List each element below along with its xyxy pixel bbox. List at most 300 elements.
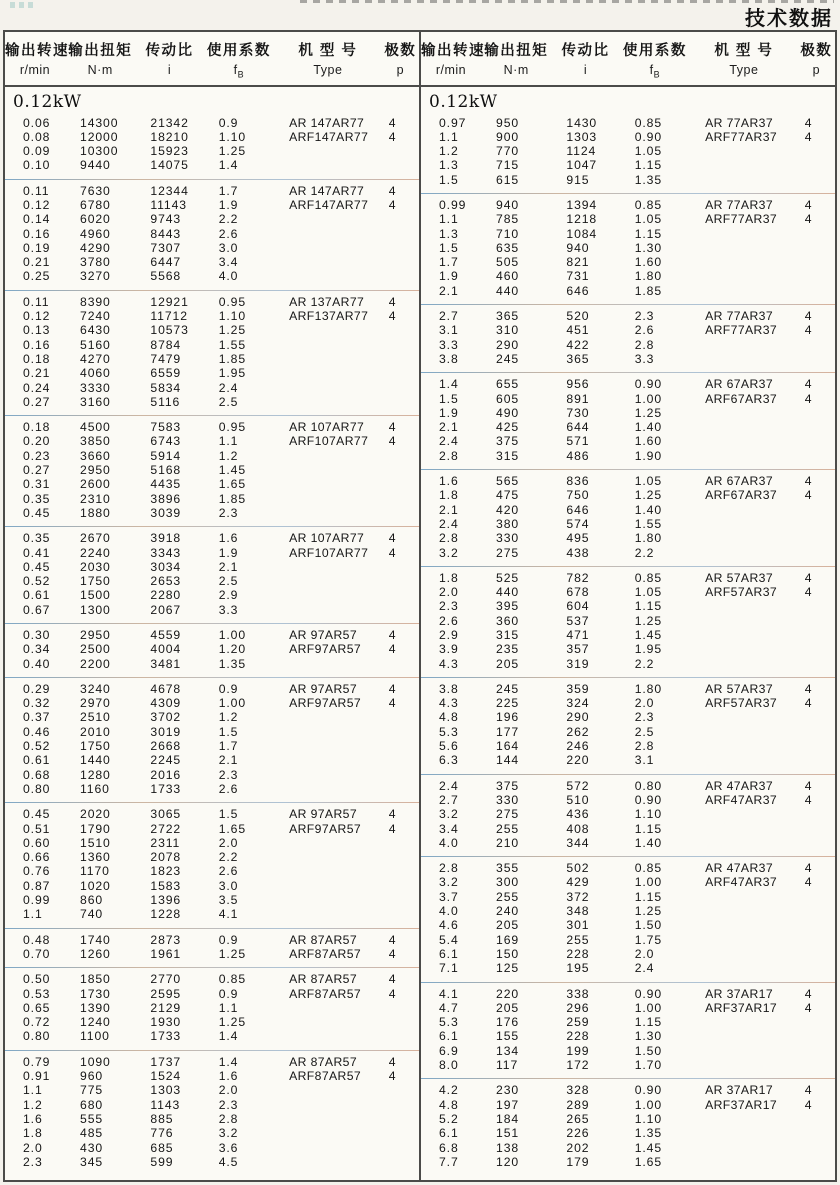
ratio-cell: 172 (566, 1058, 590, 1073)
torque-cell: 7240 (80, 309, 111, 324)
type-cell: AR 37AR17 (705, 986, 774, 1001)
ratio-cell: 776 (150, 1126, 174, 1141)
ratio-cell: 599 (150, 1154, 174, 1169)
service-factor-cell: 1.9 (218, 197, 239, 212)
ratio-cell: 495 (566, 531, 590, 546)
poles-cell: 4 (804, 197, 813, 212)
column-unit: $f_B$ (649, 63, 661, 80)
ratio-cell: 3896 (150, 491, 182, 506)
torque-cell: 2500 (80, 642, 111, 657)
poles-cell (382, 893, 419, 907)
service-factor-cell: 0.85 (634, 197, 663, 212)
poles-cell: 4 (388, 129, 397, 144)
torque-cell: 900 (496, 129, 520, 144)
ratio-cell: 408 (566, 821, 590, 836)
torque-cell: 3660 (80, 448, 111, 463)
table-row (421, 822, 835, 836)
type-cell: ARF67AR37 (705, 391, 778, 406)
torque-cell: 680 (80, 1097, 104, 1112)
column-header (382, 39, 419, 80)
ratio-cell: 12344 (150, 183, 189, 198)
ratio-cell: 4559 (150, 628, 182, 642)
torque-cell: 4960 (80, 226, 111, 241)
service-factor-cell: 0.85 (634, 115, 663, 130)
table-row (5, 893, 419, 907)
service-factor-cell: 1.15 (634, 158, 663, 173)
column-unit: p (396, 63, 405, 77)
column-unit: $f_B$ (233, 63, 245, 80)
service-factor-cell: 1.5 (218, 724, 239, 739)
table-row (421, 434, 835, 448)
type-cell (690, 1155, 798, 1169)
column-header (274, 39, 382, 80)
speed-cell: 3.7 (439, 889, 459, 904)
table-row (421, 449, 835, 463)
speed-cell: 0.37 (23, 710, 51, 725)
speed-cell: 0.35 (23, 491, 51, 506)
torque-cell: 150 (496, 946, 520, 961)
ratio-cell: 5834 (150, 380, 182, 395)
type-cell (274, 338, 382, 352)
speed-cell: 3.8 (439, 351, 459, 366)
ratio-cell: 574 (566, 516, 590, 531)
speed-cell: 3.9 (439, 642, 459, 657)
ratio-cell: 1583 (150, 878, 182, 893)
poles-cell (382, 381, 419, 395)
torque-cell: 205 (496, 656, 520, 671)
table-row (5, 227, 419, 241)
type-cell: AR 97AR57 (289, 628, 358, 642)
service-factor-cell: 1.65 (218, 477, 247, 492)
type-cell (690, 739, 798, 753)
table-row (421, 710, 835, 724)
poles-cell (798, 338, 835, 352)
column-unit: Type (313, 63, 343, 77)
speed-cell: 0.53 (23, 986, 51, 1001)
speed-cell: 0.45 (23, 559, 51, 574)
speed-cell: 6.1 (439, 1126, 459, 1141)
speed-cell: 0.87 (23, 878, 51, 893)
service-factor-cell: 1.40 (634, 420, 663, 435)
torque-cell: 420 (496, 502, 520, 517)
table-row (5, 972, 419, 986)
column-name: 输出扭矩 (68, 43, 133, 59)
type-cell (274, 227, 382, 241)
speed-cell: 0.61 (23, 588, 51, 603)
ratio-cell: 4004 (150, 642, 182, 657)
poles-cell (382, 338, 419, 352)
poles-cell (798, 1044, 835, 1058)
ratio-cell: 782 (566, 570, 590, 585)
poles-cell (382, 725, 419, 739)
poles-cell (382, 657, 419, 671)
type-cell (274, 560, 382, 574)
service-factor-cell: 2.0 (218, 1083, 239, 1098)
service-factor-cell: 0.90 (634, 377, 663, 392)
torque-cell: 950 (496, 115, 520, 130)
type-cell: AR 147AR77 (289, 183, 365, 198)
poles-cell (382, 1029, 419, 1043)
speed-cell: 1.1 (439, 129, 459, 144)
type-cell (274, 864, 382, 878)
torque-cell: 375 (496, 778, 520, 793)
service-factor-cell: 0.9 (218, 115, 239, 130)
speed-cell: 4.3 (439, 656, 459, 671)
speed-cell: 0.66 (23, 850, 51, 865)
service-factor-cell: 3.0 (218, 240, 239, 255)
speed-cell: 4.3 (439, 696, 459, 711)
torque-cell: 14300 (80, 115, 119, 130)
table-row (5, 807, 419, 821)
table-row (5, 531, 419, 545)
poles-cell (798, 904, 835, 918)
torque-cell: 440 (496, 283, 520, 298)
type-cell (274, 739, 382, 753)
type-cell (690, 725, 798, 739)
poles-cell (798, 1112, 835, 1126)
torque-cell: 365 (496, 309, 520, 324)
ratio-cell: 1394 (566, 197, 598, 212)
poles-cell: 4 (804, 115, 813, 130)
table-row (421, 420, 835, 434)
table-section (421, 775, 835, 856)
table-row (421, 474, 835, 488)
poles-cell: 4 (804, 986, 813, 1001)
torque-cell: 2950 (80, 628, 111, 642)
type-cell: ARF107AR77 (289, 545, 369, 560)
type-cell (274, 725, 382, 739)
speed-cell: 3.8 (439, 681, 459, 696)
table-row (5, 255, 419, 269)
speed-cell: 0.23 (23, 448, 51, 463)
torque-cell: 1510 (80, 835, 111, 850)
ratio-cell: 2280 (150, 588, 182, 603)
table-section (421, 857, 835, 981)
ratio-cell: 885 (150, 1111, 174, 1126)
speed-cell: 0.65 (23, 1000, 51, 1015)
table-section (421, 470, 835, 566)
ratio-cell: 255 (566, 932, 590, 947)
torque-cell: 355 (496, 861, 520, 876)
speed-cell: 0.52 (23, 739, 51, 754)
type-cell (690, 144, 798, 158)
speed-cell: 6.1 (439, 946, 459, 961)
type-cell (690, 1126, 798, 1140)
table-row (5, 933, 419, 947)
table-row (421, 779, 835, 793)
type-cell (274, 449, 382, 463)
ratio-cell: 365 (566, 351, 590, 366)
type-cell (274, 381, 382, 395)
speed-cell: 0.31 (23, 477, 51, 492)
type-cell (274, 603, 382, 617)
service-factor-cell: 2.1 (218, 559, 239, 574)
table-row (421, 269, 835, 283)
table-row (5, 588, 419, 602)
type-cell (274, 710, 382, 724)
table-row (5, 1055, 419, 1069)
service-factor-cell: 1.90 (634, 448, 663, 463)
ratio-cell: 438 (566, 545, 590, 560)
poles-cell (382, 366, 419, 380)
service-factor-cell: 1.45 (634, 1140, 663, 1155)
torque-cell: 177 (496, 724, 520, 739)
speed-cell: 2.8 (439, 531, 459, 546)
poles-cell: 4 (388, 972, 397, 987)
speed-cell: 0.08 (23, 129, 51, 144)
table-row (5, 158, 419, 172)
service-factor-cell: 2.5 (218, 574, 239, 589)
table-row (421, 212, 835, 226)
table-row (421, 657, 835, 671)
service-factor-cell: 0.85 (634, 570, 663, 585)
table-row (5, 628, 419, 642)
type-cell (690, 1112, 798, 1126)
speed-cell: 6.9 (439, 1043, 459, 1058)
service-factor-cell: 1.05 (634, 212, 663, 227)
poles-cell: 4 (388, 696, 397, 711)
table-row (5, 1069, 419, 1083)
table-row (421, 352, 835, 366)
speed-cell: 0.29 (23, 681, 51, 696)
service-factor-cell: 1.00 (218, 628, 247, 642)
table-row (5, 1141, 419, 1155)
column-name: 输出扭矩 (484, 43, 549, 59)
speed-cell: 4.1 (439, 986, 459, 1001)
service-factor-cell: 1.15 (634, 1015, 663, 1030)
type-cell: AR 57AR37 (705, 570, 774, 585)
service-factor-cell: 3.3 (218, 602, 239, 617)
type-cell: ARF37AR17 (705, 1097, 778, 1112)
speed-cell: 2.4 (439, 778, 459, 793)
table-row (421, 904, 835, 918)
type-cell (690, 918, 798, 932)
ratio-cell: 646 (566, 502, 590, 517)
service-factor-cell: 1.80 (634, 681, 663, 696)
type-cell (690, 227, 798, 241)
poles-cell (798, 1058, 835, 1072)
type-cell (690, 904, 798, 918)
type-cell (274, 506, 382, 520)
ratio-cell: 179 (566, 1154, 590, 1169)
service-factor-cell: 4.0 (218, 269, 239, 284)
speed-cell: 2.8 (439, 448, 459, 463)
poles-cell: 4 (388, 932, 397, 947)
service-factor-cell: 2.2 (634, 656, 655, 671)
ratio-cell: 357 (566, 642, 590, 657)
table-row (5, 682, 419, 696)
table-row (421, 392, 835, 406)
poles-cell: 4 (804, 792, 813, 807)
service-factor-cell: 1.15 (634, 889, 663, 904)
poles-cell (382, 352, 419, 366)
speed-cell: 0.70 (23, 946, 51, 961)
poles-cell: 4 (804, 1083, 813, 1098)
poles-cell (382, 1098, 419, 1112)
service-factor-cell: 1.4 (218, 1029, 239, 1044)
torque-cell: 151 (496, 1126, 520, 1141)
speed-cell: 2.3 (23, 1154, 43, 1169)
torque-cell: 1280 (80, 767, 111, 782)
type-cell (274, 1029, 382, 1043)
type-cell: AR 47AR37 (705, 778, 774, 793)
poles-cell (382, 768, 419, 782)
column-header (204, 39, 274, 80)
poles-cell (382, 492, 419, 506)
service-factor-cell: 3.3 (634, 351, 655, 366)
table-body (421, 87, 835, 1181)
poles-cell: 4 (388, 1069, 397, 1084)
power-rating-label: 0.12kW (13, 91, 82, 112)
speed-cell: 0.76 (23, 864, 51, 879)
type-cell (690, 420, 798, 434)
column-header (620, 39, 690, 80)
poles-cell: 4 (804, 309, 813, 324)
table-row (5, 1083, 419, 1097)
ratio-cell: 226 (566, 1126, 590, 1141)
ratio-cell: 1930 (150, 1015, 182, 1030)
poles-cell (382, 753, 419, 767)
torque-cell: 425 (496, 420, 520, 435)
poles-cell (798, 434, 835, 448)
speed-cell: 2.7 (439, 792, 459, 807)
speed-cell: 4.6 (439, 918, 459, 933)
service-factor-cell: 3.2 (218, 1126, 239, 1141)
poles-cell: 4 (388, 294, 397, 309)
speed-cell: 1.1 (23, 907, 43, 922)
ratio-cell: 290 (566, 710, 590, 725)
ratio-cell: 510 (566, 792, 590, 807)
column-unit: r/min (19, 63, 51, 77)
poles-cell (382, 588, 419, 602)
ratio-cell: 202 (566, 1140, 590, 1155)
torque-cell: 460 (496, 269, 520, 284)
type-cell (690, 352, 798, 366)
service-factor-cell: 1.35 (634, 172, 663, 187)
table-section (421, 194, 835, 304)
table-section (421, 305, 835, 372)
type-cell (690, 255, 798, 269)
table-row (421, 309, 835, 323)
poles-cell (798, 269, 835, 283)
type-cell (274, 463, 382, 477)
poles-cell (382, 1141, 419, 1155)
speed-cell: 0.11 (23, 183, 50, 198)
poles-cell (798, 1126, 835, 1140)
table-row (5, 420, 419, 434)
type-cell (274, 1083, 382, 1097)
speed-cell: 1.6 (439, 474, 459, 489)
poles-cell (798, 531, 835, 545)
speed-cell: 0.91 (23, 1069, 51, 1084)
table-row (421, 198, 835, 212)
torque-cell: 345 (80, 1154, 104, 1169)
table-row (421, 531, 835, 545)
type-cell: ARF97AR57 (289, 821, 362, 836)
service-factor-cell: 1.35 (218, 656, 247, 671)
torque-cell: 4060 (80, 366, 111, 381)
ratio-cell: 436 (566, 807, 590, 822)
type-cell: ARF137AR77 (289, 309, 369, 324)
table-row (421, 1141, 835, 1155)
torque-cell: 485 (80, 1126, 104, 1141)
poles-cell (798, 1015, 835, 1029)
service-factor-cell: 2.4 (218, 380, 239, 395)
service-factor-cell: 1.45 (218, 463, 247, 478)
torque-cell: 230 (496, 1083, 520, 1098)
type-cell (274, 879, 382, 893)
ratio-cell: 1430 (566, 115, 598, 130)
service-factor-cell: 1.70 (634, 1058, 663, 1073)
speed-cell: 0.16 (23, 226, 51, 241)
ratio-cell: 228 (566, 946, 590, 961)
type-cell: AR 147AR77 (289, 115, 365, 130)
service-factor-cell: 0.9 (218, 681, 239, 696)
poles-cell (382, 603, 419, 617)
table-row (5, 987, 419, 1001)
ratio-cell: 1303 (150, 1083, 182, 1098)
poles-cell (798, 352, 835, 366)
poles-cell: 4 (388, 628, 397, 642)
ratio-cell: 2668 (150, 739, 182, 754)
type-cell: AR 87AR57 (289, 972, 358, 987)
table-section (421, 567, 835, 677)
speed-cell: 5.6 (439, 739, 459, 754)
service-factor-cell: 2.2 (218, 212, 239, 227)
service-factor-cell: 3.5 (218, 893, 239, 908)
torque-cell: 1850 (80, 972, 111, 987)
poles-cell (382, 227, 419, 241)
torque-cell: 1750 (80, 574, 111, 589)
speed-cell: 0.10 (23, 158, 51, 173)
table-row (5, 725, 419, 739)
speed-cell: 5.3 (439, 1015, 459, 1030)
type-cell (690, 822, 798, 836)
service-factor-cell: 1.95 (634, 642, 663, 657)
speed-cell: 0.80 (23, 781, 51, 796)
ratio-cell: 572 (566, 778, 590, 793)
torque-cell: 3780 (80, 255, 111, 270)
type-cell: ARF67AR37 (705, 488, 778, 503)
ratio-cell: 730 (566, 405, 590, 420)
type-cell (274, 1155, 382, 1169)
ratio-cell: 2016 (150, 767, 182, 782)
table-row (5, 768, 419, 782)
type-cell (274, 477, 382, 491)
type-cell (274, 366, 382, 380)
torque-cell: 2970 (80, 696, 111, 711)
poles-cell (382, 449, 419, 463)
torque-cell: 490 (496, 405, 520, 420)
torque-cell: 1880 (80, 505, 111, 520)
poles-cell (798, 933, 835, 947)
torque-cell: 4500 (80, 420, 111, 435)
type-cell: AR 107AR77 (289, 531, 365, 546)
speed-cell: 0.35 (23, 531, 51, 546)
torque-cell: 440 (496, 585, 520, 600)
torque-cell: 210 (496, 835, 520, 850)
type-cell (274, 158, 382, 172)
table-row (421, 933, 835, 947)
service-factor-cell: 2.6 (218, 864, 239, 879)
table-row (421, 377, 835, 391)
ratio-cell: 195 (566, 961, 590, 976)
ratio-cell: 5914 (150, 448, 182, 463)
torque-cell: 1360 (80, 850, 111, 865)
poles-cell: 4 (804, 875, 813, 890)
type-cell (274, 574, 382, 588)
table-row (5, 144, 419, 158)
